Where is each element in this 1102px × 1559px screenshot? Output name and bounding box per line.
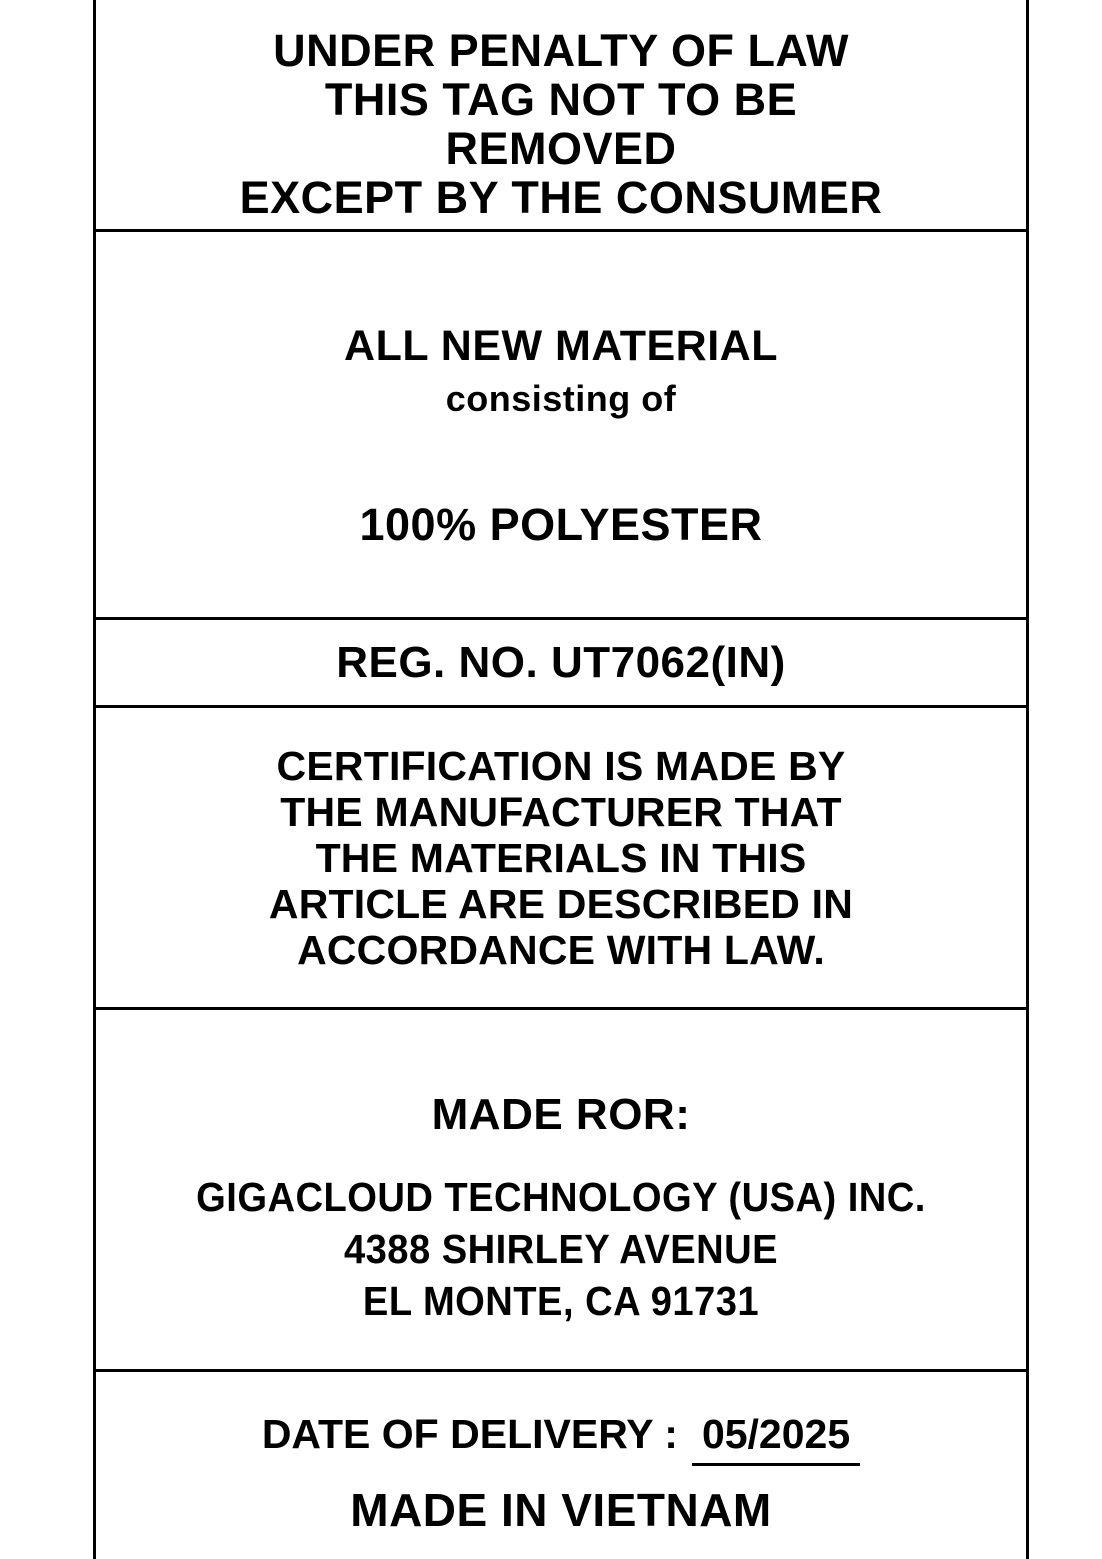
company-street: 4388 SHIRLEY AVENUE (343, 1225, 779, 1272)
footer-section (93, 1372, 1029, 1559)
registration-number: REG. NO. UT7062(IN) (336, 637, 786, 687)
made-for-heading: MADE ROR: (431, 1089, 691, 1139)
delivery-date-value: 05/2025 (692, 1407, 860, 1466)
material-content: 100% POLYESTER (359, 498, 763, 550)
certification-line-5: ACCORDANCE WITH LAW. (297, 926, 825, 973)
certification-line-2: THE MANUFACTURER THAT (280, 788, 842, 835)
certification-line-4: ARTICLE ARE DESCRIBED IN (268, 880, 854, 927)
registration-section (93, 620, 1029, 708)
delivery-date-label: DATE OF DELIVERY : (261, 1411, 678, 1457)
penalty-line-4: EXCEPT BY THE CONSUMER (239, 171, 883, 223)
penalty-line-2: THIS TAG NOT TO BE (324, 73, 798, 125)
material-section (93, 232, 1029, 620)
penalty-line-1: UNDER PENALTY OF LAW (273, 24, 849, 76)
penalty-line-3: REMOVED (445, 122, 677, 174)
certification-line-3: THE MATERIALS IN THIS (315, 834, 807, 881)
country-of-origin: MADE IN VIETNAM (350, 1484, 772, 1536)
certification-section (93, 708, 1029, 1010)
certification-line-1: CERTIFICATION IS MADE BY (276, 742, 846, 789)
made-for-section (93, 1010, 1029, 1372)
material-heading: ALL NEW MATERIAL (344, 321, 778, 370)
company-city-state-zip: EL MONTE, CA 91731 (362, 1277, 760, 1324)
company-name: GIGACLOUD TECHNOLOGY (USA) INC. (196, 1173, 926, 1220)
delivery-date-row (262, 1407, 860, 1466)
material-subheading: consisting of (445, 377, 677, 419)
penalty-notice-section (93, 0, 1029, 232)
